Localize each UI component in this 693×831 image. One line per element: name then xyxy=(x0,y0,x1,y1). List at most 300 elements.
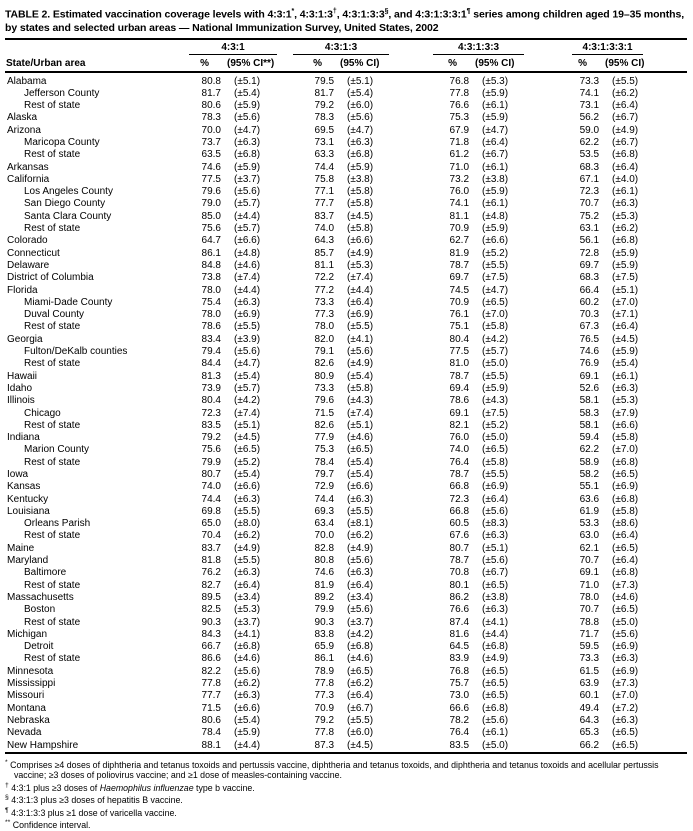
table-row xyxy=(5,555,687,567)
ci-value: (±5.3) xyxy=(612,210,639,222)
percent-value: 66.2 xyxy=(579,739,600,751)
percent-value: 66.6 xyxy=(449,702,470,714)
percent-value: 72.3 xyxy=(449,493,470,505)
ci-value: (±5.1) xyxy=(347,75,374,87)
percent-value: 79.7 xyxy=(314,469,335,480)
percent-value: 70.9 xyxy=(449,223,470,235)
ci-value: (±4.9) xyxy=(482,653,509,665)
percent-value: 75.8 xyxy=(314,173,335,185)
ci-value: (±5.0) xyxy=(482,432,509,444)
ci-value: (±5.8) xyxy=(482,321,509,333)
percent-value: 70.9 xyxy=(314,702,335,714)
table-row xyxy=(5,481,687,493)
percent-value: 80.8 xyxy=(201,75,221,87)
percent-value: 72.3 xyxy=(579,186,600,198)
ci-value: (±7.4) xyxy=(234,407,261,419)
ci-value: (±6.1) xyxy=(482,161,509,173)
percent-value: 69.1 xyxy=(579,370,600,382)
ci-value: (±6.5) xyxy=(234,444,261,456)
row-label: Georgia xyxy=(7,333,43,345)
percent-value: 74.4 xyxy=(314,161,335,173)
ci-header: (95% CI) xyxy=(469,55,526,72)
ci-value: (±4.6) xyxy=(234,653,261,665)
row-spacer xyxy=(661,235,687,247)
row-spacer xyxy=(661,112,687,124)
percent-value: 81.7 xyxy=(314,87,335,99)
percent-value: 78.0 xyxy=(314,321,335,333)
ci-value: (±4.6) xyxy=(234,259,261,271)
ci-value: (±6.5) xyxy=(482,678,509,690)
percent-value: 77.3 xyxy=(314,690,335,702)
ci-value: (±7.4) xyxy=(234,272,261,284)
percent-value: 63.9 xyxy=(579,678,600,690)
ci-value: (±5.6) xyxy=(482,555,509,567)
table-row xyxy=(5,543,687,555)
row-spacer xyxy=(661,186,687,198)
row-spacer xyxy=(661,125,687,137)
ci-value: (±3.8) xyxy=(347,173,374,185)
ci-value: (±6.2) xyxy=(612,87,639,99)
percent-header: % xyxy=(177,55,221,72)
percent-value: 63.6 xyxy=(579,493,600,505)
ci-value: (±5.5) xyxy=(234,321,261,333)
table-row xyxy=(5,715,687,727)
ci-value: (±6.5) xyxy=(482,444,509,456)
ci-value: (±6.7) xyxy=(347,702,374,714)
percent-value: 53.5 xyxy=(579,149,600,161)
row-label: San Diego County xyxy=(24,198,106,210)
percent-value: 69.7 xyxy=(579,259,600,271)
percent-value: 82.5 xyxy=(201,604,221,616)
ci-value: (±6.8) xyxy=(612,149,639,161)
percent-value: 77.7 xyxy=(201,690,221,702)
percent-value: 79.1 xyxy=(314,346,335,358)
table-row xyxy=(5,617,687,629)
ci-value: (±5.5) xyxy=(347,714,374,726)
ci-value: (±5.6) xyxy=(234,186,261,198)
ci-value: (±4.7) xyxy=(234,124,261,136)
table-row xyxy=(5,272,687,284)
percent-value: 61.9 xyxy=(579,505,600,517)
row-label: Colorado xyxy=(7,235,48,247)
percent-value: 81.9 xyxy=(314,579,335,591)
row-spacer xyxy=(661,285,687,297)
ci-value: (±6.4) xyxy=(482,493,509,505)
ci-value: (±6.3) xyxy=(347,136,374,148)
percent-value: 80.4 xyxy=(201,395,221,407)
ci-value: (±7.0) xyxy=(612,690,639,702)
percent-value: 80.9 xyxy=(314,370,335,382)
table-row xyxy=(5,125,687,137)
row-label: Los Angeles County xyxy=(24,186,113,198)
ci-value: (±6.5) xyxy=(482,665,509,677)
row-spacer xyxy=(661,604,687,616)
row-label: Miami-Dade County xyxy=(24,296,113,308)
percent-value: 70.7 xyxy=(579,604,600,616)
row-spacer xyxy=(661,223,687,235)
percent-value: 90.3 xyxy=(201,616,221,628)
percent-value: 81.6 xyxy=(449,628,470,640)
ci-value: (±4.2) xyxy=(482,333,509,345)
percent-value: 69.7 xyxy=(449,272,470,284)
ci-value: (±6.2) xyxy=(612,223,639,235)
ci-value: (±3.9) xyxy=(234,333,261,345)
stub-spacer xyxy=(5,39,177,55)
ci-value: (±7.4) xyxy=(347,407,374,419)
row-label: Idaho xyxy=(7,382,33,394)
row-spacer xyxy=(661,592,687,604)
row-spacer xyxy=(661,506,687,518)
row-label: Massachusetts xyxy=(7,591,74,603)
percent-value: 76.9 xyxy=(579,358,600,370)
vaccination-coverage-table xyxy=(5,38,687,754)
ci-header: (95% CI) xyxy=(334,55,391,72)
percent-value: 73.1 xyxy=(314,136,335,148)
ci-value: (±5.8) xyxy=(612,505,639,517)
ci-value: (±6.8) xyxy=(234,641,261,653)
percent-value: 85.0 xyxy=(201,210,221,222)
group-header-row xyxy=(5,39,687,55)
ci-value: (±7.1) xyxy=(612,309,639,321)
percent-value: 75.6 xyxy=(201,223,221,235)
row-spacer xyxy=(661,518,687,530)
percent-value: 78.2 xyxy=(449,714,470,726)
series-group-label: 4:3:1:3 xyxy=(293,42,389,55)
ci-value: (±5.3) xyxy=(347,259,374,271)
percent-value: 82.6 xyxy=(314,358,335,370)
percent-value: 70.9 xyxy=(449,296,470,308)
ci-value: (±6.1) xyxy=(482,727,509,739)
row-label: Maine xyxy=(7,542,35,554)
row-spacer xyxy=(661,321,687,333)
ci-value: (±7.2) xyxy=(612,702,639,714)
ci-value: (±5.7) xyxy=(234,198,261,210)
percent-value: 83.8 xyxy=(314,628,335,640)
percent-value: 72.9 xyxy=(314,481,335,493)
row-label: Nebraska xyxy=(7,714,50,726)
percent-value: 76.2 xyxy=(201,567,221,579)
percent-value: 63.5 xyxy=(201,149,221,161)
row-label: Arkansas xyxy=(7,161,49,173)
row-label: Rest of state xyxy=(24,653,81,665)
row-label: Rest of state xyxy=(24,100,81,112)
percent-value: 65.9 xyxy=(314,641,335,653)
percent-value: 69.4 xyxy=(449,382,470,394)
footnote-text: Confidence interval. xyxy=(12,820,91,831)
ci-value: (±6.3) xyxy=(234,493,261,505)
footnote-marker: * xyxy=(5,758,8,766)
percent-value: 79.2 xyxy=(201,432,221,444)
row-label: Rest of state xyxy=(24,579,81,591)
table-row xyxy=(5,235,687,247)
percent-value: 60.2 xyxy=(579,296,600,308)
table-row xyxy=(5,469,687,481)
ci-value: (±4.4) xyxy=(482,628,509,640)
row-label: Kentucky xyxy=(7,493,49,505)
percent-value: 75.1 xyxy=(449,321,470,333)
percent-value: 81.1 xyxy=(314,259,335,271)
percent-value: 83.9 xyxy=(449,653,470,665)
ci-value: (±3.7) xyxy=(234,616,261,628)
percent-value: 78.7 xyxy=(449,370,470,382)
row-spacer xyxy=(661,346,687,358)
row-label: Rest of state xyxy=(24,223,81,235)
ci-value: (±5.9) xyxy=(482,382,509,394)
ci-value: (±5.9) xyxy=(612,247,639,259)
row-spacer xyxy=(661,653,687,665)
percent-value: 82.1 xyxy=(449,419,470,431)
percent-value: 65.3 xyxy=(579,727,600,739)
table-row xyxy=(5,297,687,309)
ci-value: (±6.7) xyxy=(482,567,509,579)
title-text: , 4:3:1:3 xyxy=(294,8,333,21)
percent-value: 66.8 xyxy=(449,481,470,493)
row-spacer xyxy=(661,481,687,493)
ci-value: (±5.6) xyxy=(234,112,261,124)
percent-value: 79.6 xyxy=(314,395,335,407)
footnote-text: type b vaccine. xyxy=(193,782,255,793)
table-row xyxy=(5,580,687,592)
percent-value: 66.8 xyxy=(449,505,470,517)
percent-value: 78.0 xyxy=(201,284,221,296)
percent-value: 77.3 xyxy=(314,309,335,321)
footnote-text: 4:3:1:3:3 plus ≥1 dose of varicella vaccine. xyxy=(11,807,177,818)
ci-value: (±6.4) xyxy=(612,100,639,112)
table-row xyxy=(5,678,687,690)
percent-value: 79.4 xyxy=(201,346,221,358)
row-label: Rest of state xyxy=(24,149,81,161)
table-row xyxy=(5,112,687,124)
row-spacer xyxy=(661,715,687,727)
footnote xyxy=(5,818,687,831)
ci-value: (±5.7) xyxy=(234,382,261,394)
row-label: Rest of state xyxy=(24,616,81,628)
ci-value: (±7.3) xyxy=(612,678,639,690)
ci-value: (±5.8) xyxy=(347,186,374,198)
ci-value: (±6.5) xyxy=(347,665,374,677)
percent-value: 78.3 xyxy=(201,112,221,124)
table-row xyxy=(5,186,687,198)
row-spacer xyxy=(661,444,687,456)
ci-value: (±6.7) xyxy=(482,149,509,161)
series-group-header-1 xyxy=(177,39,277,55)
row-spacer xyxy=(661,72,687,88)
ci-value: (±5.8) xyxy=(347,198,374,210)
ci-value: (±5.2) xyxy=(482,247,509,259)
row-spacer xyxy=(661,543,687,555)
ci-value: (±5.6) xyxy=(234,665,261,677)
ci-value: (±5.5) xyxy=(612,75,639,87)
ci-value: (±5.5) xyxy=(234,505,261,517)
percent-value: 62.2 xyxy=(579,136,600,148)
percent-value: 59.0 xyxy=(579,124,600,136)
ci-value: (±4.5) xyxy=(347,210,374,222)
percent-value: 80.8 xyxy=(314,555,335,567)
row-spacer xyxy=(661,272,687,284)
ci-value: (±4.7) xyxy=(234,358,261,370)
percent-value: 68.3 xyxy=(579,161,600,173)
footnote-text: 4:3:1 plus ≥3 doses of xyxy=(11,782,100,793)
sub-header-row xyxy=(5,55,687,72)
ci-value: (±4.9) xyxy=(347,358,374,370)
percent-value: 73.3 xyxy=(314,382,335,394)
ci-value: (±4.3) xyxy=(482,395,509,407)
ci-value: (±6.2) xyxy=(347,530,374,542)
ci-value: (±6.3) xyxy=(482,604,509,616)
ci-value: (±6.4) xyxy=(612,555,639,567)
title-text: , 4:3:1:3:3 xyxy=(336,8,385,21)
row-label: Maricopa County xyxy=(24,136,100,148)
ci-value: (±4.5) xyxy=(347,739,374,751)
ci-value: (±4.0) xyxy=(612,173,639,185)
percent-value: 86.1 xyxy=(314,653,335,665)
ci-value: (±6.9) xyxy=(612,665,639,677)
percent-value: 73.1 xyxy=(579,100,600,112)
percent-value: 81.0 xyxy=(449,358,470,370)
percent-value: 78.7 xyxy=(449,555,470,567)
ci-value: (±4.6) xyxy=(612,591,639,603)
row-label: Maryland xyxy=(7,555,49,567)
percent-value: 49.4 xyxy=(579,702,600,714)
percent-value: 84.8 xyxy=(201,259,221,271)
row-spacer xyxy=(661,260,687,272)
ci-value: (±6.0) xyxy=(347,727,374,739)
percent-value: 70.0 xyxy=(201,124,221,136)
percent-value: 80.6 xyxy=(201,714,221,726)
percent-value: 83.4 xyxy=(201,333,221,345)
percent-header: % xyxy=(526,55,599,72)
ci-value: (±6.8) xyxy=(347,641,374,653)
row-label: Rest of state xyxy=(24,358,81,370)
percent-value: 78.9 xyxy=(314,665,335,677)
ci-value: (±5.3) xyxy=(612,395,639,407)
table-row xyxy=(5,223,687,235)
ci-value: (±6.3) xyxy=(482,530,509,542)
ci-value: (±6.5) xyxy=(612,542,639,554)
ci-value: (±5.6) xyxy=(482,505,509,517)
ci-value: (±6.1) xyxy=(482,100,509,112)
row-label: Florida xyxy=(7,284,38,296)
ci-value: (±6.6) xyxy=(347,481,374,493)
ci-value: (±7.4) xyxy=(347,272,374,284)
ci-value: (±6.6) xyxy=(482,235,509,247)
row-spacer xyxy=(661,457,687,469)
ci-value: (±5.4) xyxy=(234,370,261,382)
ci-value: (±5.4) xyxy=(612,358,639,370)
table-row xyxy=(5,334,687,346)
table-row xyxy=(5,506,687,518)
row-spacer xyxy=(661,88,687,100)
table-row xyxy=(5,432,687,444)
ci-value: (±6.3) xyxy=(612,653,639,665)
table-row xyxy=(5,149,687,161)
percent-value: 81.9 xyxy=(449,247,470,259)
ci-value: (±5.6) xyxy=(234,346,261,358)
ci-value: (±5.5) xyxy=(482,259,509,271)
percent-value: 70.4 xyxy=(201,530,221,542)
percent-value: 73.7 xyxy=(201,136,221,148)
ci-value: (±4.4) xyxy=(234,284,261,296)
table-row xyxy=(5,666,687,678)
percent-value: 74.1 xyxy=(579,87,600,99)
percent-header: % xyxy=(277,55,334,72)
percent-value: 77.8 xyxy=(449,87,470,99)
row-label: Louisiana xyxy=(7,505,50,517)
percent-value: 55.1 xyxy=(579,481,600,493)
percent-value: 75.3 xyxy=(449,112,470,124)
row-spacer xyxy=(661,740,687,753)
percent-value: 70.8 xyxy=(449,567,470,579)
series-group-label: 4:3:1:3:3 xyxy=(433,42,524,55)
percent-value: 87.4 xyxy=(449,616,470,628)
ci-value: (±5.1) xyxy=(347,419,374,431)
table-row xyxy=(5,740,687,753)
percent-value: 77.5 xyxy=(449,346,470,358)
row-label: Rest of state xyxy=(24,321,81,333)
percent-value: 67.6 xyxy=(449,530,470,542)
ci-value: (±6.9) xyxy=(612,641,639,653)
row-spacer xyxy=(661,727,687,739)
ci-value: (±5.0) xyxy=(482,358,509,370)
ci-value: (±6.6) xyxy=(612,419,639,431)
percent-value: 81.8 xyxy=(201,555,221,567)
row-label: Minnesota xyxy=(7,665,54,677)
row-spacer xyxy=(661,432,687,444)
percent-value: 78.4 xyxy=(201,727,221,739)
footnote-marker: § xyxy=(384,8,389,15)
row-label: California xyxy=(7,173,50,185)
ci-value: (±5.9) xyxy=(612,259,639,271)
row-spacer xyxy=(661,334,687,346)
ci-value: (±4.9) xyxy=(234,542,261,554)
percent-value: 67.3 xyxy=(579,321,600,333)
percent-value: 78.3 xyxy=(314,112,335,124)
table-row xyxy=(5,100,687,112)
ci-value: (±6.0) xyxy=(347,100,374,112)
ci-value: (±6.4) xyxy=(347,296,374,308)
row-label: Delaware xyxy=(7,259,50,271)
percent-value: 79.9 xyxy=(201,456,221,468)
ci-value: (±6.5) xyxy=(347,444,374,456)
percent-value: 86.6 xyxy=(201,653,221,665)
percent-value: 72.3 xyxy=(201,407,221,419)
row-label: Marion County xyxy=(24,444,90,456)
ci-value: (±6.7) xyxy=(612,112,639,124)
percent-value: 75.3 xyxy=(314,444,335,456)
percent-value: 71.5 xyxy=(201,702,221,714)
percent-value: 71.5 xyxy=(314,407,335,419)
series-group-header-2 xyxy=(277,39,391,55)
ci-value: (±6.8) xyxy=(347,149,374,161)
ci-value: (±4.9) xyxy=(347,542,374,554)
ci-value: (±6.5) xyxy=(482,690,509,702)
percent-value: 86.1 xyxy=(201,247,221,259)
ci-value: (±7.5) xyxy=(612,272,639,284)
row-spacer xyxy=(661,211,687,223)
ci-value: (±5.6) xyxy=(347,112,374,124)
percent-value: 66.4 xyxy=(579,284,600,296)
table-row xyxy=(5,604,687,616)
percent-value: 69.3 xyxy=(314,505,335,517)
percent-value: 77.7 xyxy=(314,198,335,210)
ci-value: (±5.1) xyxy=(482,542,509,554)
percent-value: 61.5 xyxy=(579,665,600,677)
ci-header: (95% CI) xyxy=(599,55,661,72)
table-row xyxy=(5,567,687,579)
ci-value: (±5.7) xyxy=(482,346,509,358)
percent-value: 56.1 xyxy=(579,235,600,247)
percent-value: 78.7 xyxy=(449,259,470,271)
